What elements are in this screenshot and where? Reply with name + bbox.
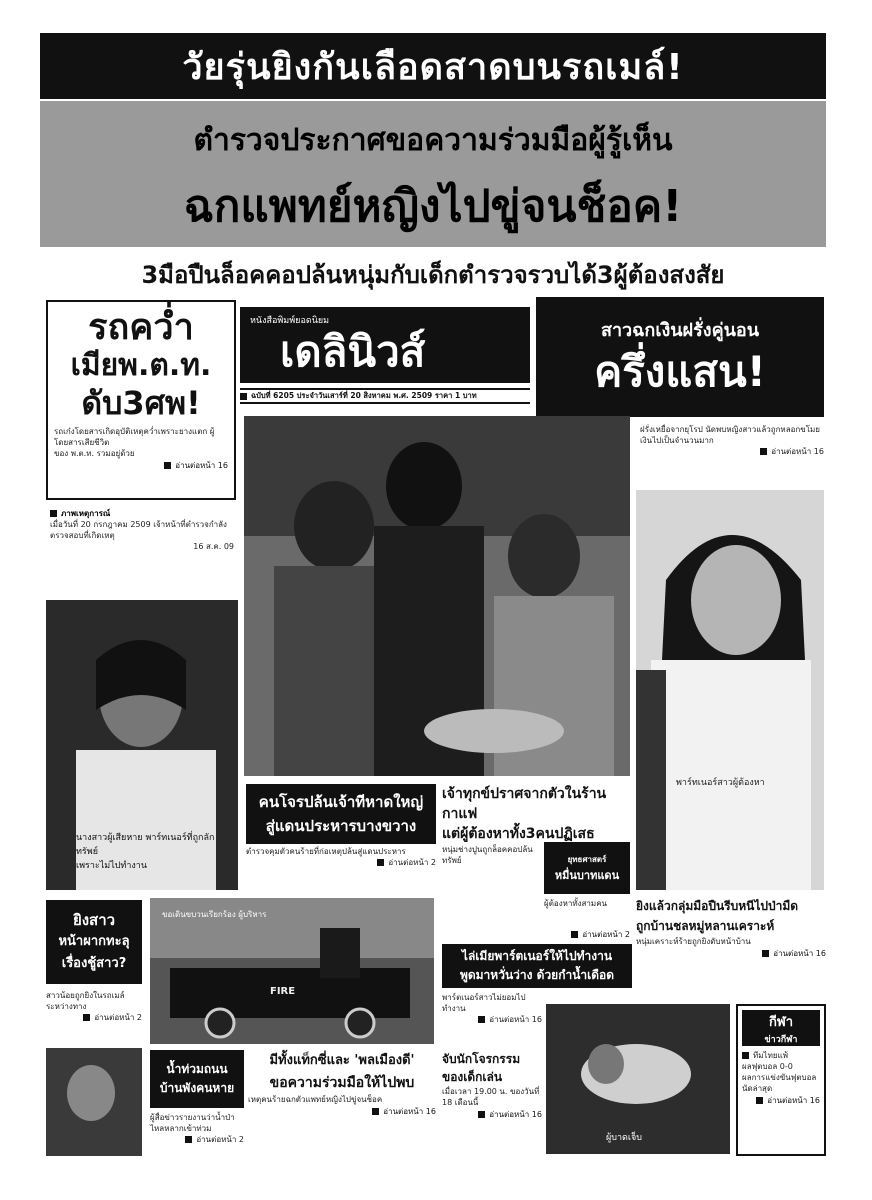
- kids-title-2: ของเด็กเล่น: [442, 1070, 503, 1084]
- secondary-headline-band: [40, 101, 826, 247]
- right-top-body: ฝรั่งเหยื่อจากยุโรป นัดพบหญิงสาวแล้วถูกหลอกขโมยเงินไปเป็นจำนวนมาก อ่านต่อหน้า 16: [640, 425, 824, 456]
- bottom-left-photo: [46, 1048, 142, 1156]
- small-box-caption: ผู้ต้องหาทั้งสามคน: [544, 899, 608, 908]
- sports-box-title: กีฬา ข่าวกีฬา: [742, 1010, 820, 1046]
- square-bullet-icon: [377, 859, 384, 866]
- photo-caption-box: [46, 506, 238, 596]
- shoot-title-3: เรื่องชู้สาว?: [61, 956, 127, 971]
- square-bullet-icon: [742, 1052, 749, 1059]
- right-top-more[interactable]: อ่านต่อหน้า 16: [640, 446, 824, 457]
- square-bullet-icon: [762, 950, 769, 957]
- kids-story: [442, 1050, 542, 1156]
- small-box: [544, 842, 630, 894]
- cafe-story-title-1: เจ้าทุกข์ปราศจากตัวในร้านกาแฟ: [442, 786, 607, 822]
- left-story-box: [46, 300, 236, 500]
- square-bullet-icon: [478, 1111, 485, 1118]
- expel-story-headline: [442, 944, 632, 988]
- shoot-title-1: ยิงสาว: [72, 911, 116, 929]
- square-bullet-icon: [372, 1108, 379, 1115]
- small-box-line-1: ยุทธศาสตร์: [567, 854, 607, 864]
- left-photo-caption: นางสาวผู้เสียหาย พาร์ทเนอร์ที่ถูกลักทรัพย์ เพราะไม่ไปทำงาน: [76, 833, 215, 871]
- fourth-headline: 3มือปืนล็อคคอปล้นหนุ่มกับเด็กตำรวจรวบได้3ผู้ต้องสงสัย: [141, 261, 725, 289]
- right-mid-body: หนุ่มเคราะห์ร้ายถูกยิงดับหน้าบ้าน: [636, 937, 751, 946]
- fire-photo-caption: ขอเดินขบวนเรียกร้อง ผู้บริหาร: [162, 910, 267, 919]
- left-story-more[interactable]: อ่านต่อหน้า 16: [54, 459, 228, 472]
- photo-caption-body: เมื่อวันที่ 20 กรกฎาคม 2509 เจ้าหน้าที่ตำรวจกำลังตรวจสอบที่เกิดเหตุ: [50, 520, 227, 540]
- photo-caption-date: 16 ส.ค. 09: [193, 542, 234, 551]
- doctor-body: เหตุคนร้ายฉกตัวแพทย์หญิงไปขู่จนช็อค: [248, 1095, 383, 1104]
- center-story-title-1: คนโจรปล้นเจ้าทีหาดใหญ่: [258, 793, 424, 811]
- third-headline: ฉกแพทย์หญิงไปขู่จนช็อค!: [183, 181, 683, 232]
- expel-title-2: พูดมาหวั่นว่าง ด้วยกำน้ำเดือด: [459, 968, 615, 982]
- left-story-title-1: รถคว่ำ: [88, 307, 194, 348]
- square-bullet-icon: [164, 462, 171, 469]
- shoot-story-more[interactable]: อ่านต่อหน้า 2: [46, 1012, 142, 1023]
- flood-title-1: น้ำท่วมถนน: [166, 1062, 228, 1076]
- flood-story-headline: [150, 1050, 244, 1108]
- center-story-body: ตำรวจคุมตัวคนร้ายที่ก่อเหตุปล้นสู่แดนประหาร อ่านต่อหน้า 2: [246, 847, 436, 867]
- sports-more[interactable]: อ่านต่อหน้า 16: [742, 1094, 820, 1107]
- cafe-story-headline: [442, 784, 632, 840]
- flood-story-body: ผู้สื่อข่าวรายงานว่าน้ำป่าไหลหลากเข้าท่วม อ่านต่อหน้า 2: [150, 1113, 244, 1144]
- top-headline: วัยรุ่นยิงกันเลือดสาดบนรถเมล์!: [182, 46, 684, 88]
- flood-title-2: บ้านพังคนหาย: [159, 1081, 235, 1095]
- doctor-story: [248, 1050, 436, 1156]
- top-headline-band: [40, 33, 826, 99]
- kids-more[interactable]: อ่านต่อหน้า 16: [442, 1108, 542, 1121]
- center-photo-graphic: [244, 416, 630, 776]
- expel-title-1: ไล่เมียพาร์ตเนอร์ให้ไปทำงาน: [461, 949, 613, 963]
- square-bullet-icon: [571, 931, 578, 938]
- shoot-story-headline: [46, 900, 142, 984]
- sports-box: [736, 1004, 826, 1156]
- right-top-story-band: [536, 297, 824, 417]
- right-mid-title-2: ถูกบ้านชลหมู่หลานเคราะห์: [636, 919, 775, 933]
- sports-item-2: ผลฟุตบอล 0-0: [742, 1062, 793, 1071]
- square-bullet-icon: [478, 1016, 485, 1023]
- square-bullet-icon: [240, 393, 247, 400]
- bottom-left-photo-graphic: [46, 1048, 142, 1156]
- square-bullet-icon: [185, 1136, 192, 1143]
- fire-truck-photo: [150, 898, 434, 1044]
- left-story-body: รถเก๋งโดยสารเกิดอุบัติเหตุคว่ำเพราะยางแตก ผู้โดยสารเสียชีวิต: [54, 427, 215, 447]
- right-photo-graphic: [636, 490, 824, 890]
- masthead-name: เดลินิวส์: [280, 327, 426, 376]
- right-photo-caption: พาร์ทเนอร์สาวผู้ต้องหา: [676, 778, 765, 788]
- square-bullet-icon: [760, 448, 767, 455]
- masthead-issue: ฉบับที่ 6205 ประจำวันเสาร์ที่ 20 สิงหาคม พ.ศ. 2509 ราคา 1 บาท: [251, 391, 477, 400]
- left-story-title-2: เมียพ.ต.ท.: [70, 348, 212, 383]
- masthead: [240, 307, 530, 383]
- right-mid-more[interactable]: อ่านต่อหน้า 16: [636, 947, 826, 960]
- secondary-headline: ตำรวจประกาศขอความร่วมมือผู้รู้เห็น: [193, 123, 673, 158]
- cafe-story-title-2: แต่ผู้ต้องหาทั้ง3คนปฏิเสธ: [442, 826, 595, 842]
- right-woman-photo: [636, 490, 824, 890]
- right-top-line-2: ครึ่งแสน!: [594, 346, 766, 396]
- center-story-more[interactable]: อ่านต่อหน้า 2: [246, 857, 436, 868]
- right-mid-story: [636, 896, 826, 996]
- cafe-story-body: หนุ่มช่างปูนถูกล็อคคอปล้นทรัพย์: [442, 845, 533, 865]
- kids-body: เมื่อเวลา 19.00 น. ของวันที่ 18 เดือนนี้: [442, 1087, 540, 1107]
- left-woman-photo: [46, 600, 238, 890]
- sports-item-1: ทีมไทยแพ้: [753, 1051, 788, 1060]
- left-story-title-3: ดับ3ศพ!: [81, 384, 201, 422]
- center-main-photo: [244, 416, 630, 776]
- cafe-story-more[interactable]: อ่านต่อหน้า 2: [442, 928, 630, 942]
- square-bullet-icon: [83, 1014, 90, 1021]
- bottom-right-photo: [546, 1004, 730, 1154]
- doctor-title-2: ขอความร่วมมือให้ไปพบ: [269, 1075, 415, 1091]
- small-box-line-2: หมื่นบาทแดน: [554, 868, 620, 882]
- kids-title-1: จับนักโจรกรรม: [442, 1052, 521, 1066]
- doctor-more[interactable]: อ่านต่อหน้า 16: [248, 1105, 436, 1118]
- photo-caption-title: ภาพเหตุการณ์: [61, 509, 111, 518]
- flood-story-more[interactable]: อ่านต่อหน้า 2: [150, 1134, 244, 1145]
- expel-story-body: พาร์ตเนอร์สาวไม่ยอมไปทำงาน อ่านต่อหน้า 16: [442, 993, 542, 1024]
- center-story-title-2: สู่แดนประหารบางขวาง: [265, 817, 417, 835]
- left-story-body-2: ของ พ.ต.ท. รวมอยู่ด้วย: [54, 449, 135, 458]
- expel-story-more[interactable]: อ่านต่อหน้า 16: [442, 1014, 542, 1025]
- right-mid-title-1: ยิงแล้วกลุ่มมือปืนรีบหนีไปป่ามืด: [636, 899, 799, 913]
- shoot-story-body: สาวน้อยถูกยิงในรถเมล์ระหว่างทาง อ่านต่อหน้า 2: [46, 991, 142, 1022]
- shoot-title-2: หน้าผากทะลุ: [58, 934, 130, 949]
- square-bullet-icon: [50, 510, 57, 517]
- bottom-photo-caption: ผู้บาดเจ็บ: [606, 1133, 642, 1143]
- fire-label: FIRE: [270, 986, 296, 997]
- masthead-issue-line: [240, 388, 530, 404]
- masthead-slogan: หนังสือพิมพ์ยอดนิยม: [250, 316, 330, 326]
- square-bullet-icon: [756, 1097, 763, 1104]
- center-story-headline: [246, 784, 436, 844]
- sports-body: ผลการแข่งขันฟุตบอลนัดล่าสุด: [742, 1073, 817, 1093]
- doctor-title-1: มีทั้งแท็กซี่และ 'พลเมืองดี': [269, 1053, 415, 1068]
- right-top-line-1: สาวฉกเงินฝรั่งคู่นอน: [600, 319, 760, 341]
